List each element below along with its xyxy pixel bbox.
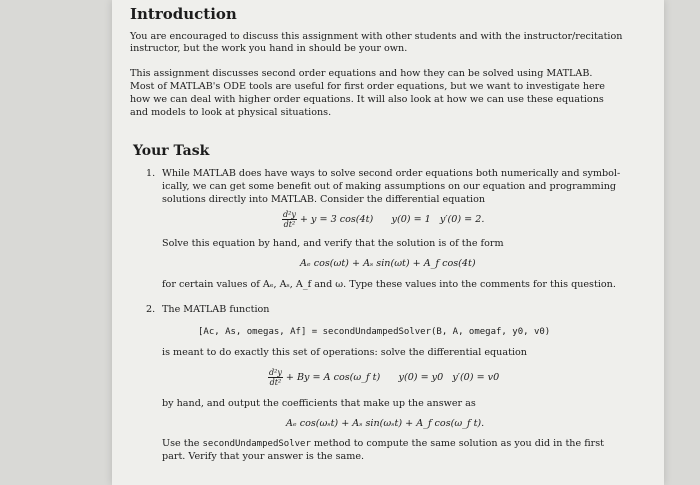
item-2-line-2: is meant to do exactly this set of operations: solve the differential equation [162,347,527,358]
item-2-line-4-code: secondUndampedSolver [202,439,311,449]
equation-1 [282,210,484,229]
item-2-line-5: part. Verify that your answer is the same. [162,451,365,462]
equation-3-denominator: dt² [269,378,282,387]
item-1-line-3: solutions directly into MATLAB. Consider the differential equation [162,194,486,205]
equation-3 [268,368,499,387]
equation-4: Aₑ cos(ωₛt) + Aₛ sin(ωₛt) + A_f cos(ω_f t). [286,418,485,429]
item-1-line-5: for certain values of Aₑ, Aₛ, A_f and ω. Type these values into the comments for this question. [162,279,616,290]
intro-paragraph-2-line-2: Most of MATLAB's ODE tools are useful for first order equations, but we want to investigate here [130,81,605,92]
item-1-line-2: ically, we can get some benefit out of making assumptions on our equation and programming [162,181,617,192]
equation-1-numerator: d²y [283,210,296,219]
equation-2: Aₑ cos(ωt) + Aₛ sin(ωt) + A_f cos(4t) [300,258,476,269]
heading-your-task: Your Task [133,143,210,159]
heading-introduction: Introduction [130,5,237,23]
item-1-line-4: Solve this equation by hand, and verify that the solution is of the form [162,238,504,249]
item-2-line-4-suffix: method to compute the same solution as you did in the first [310,438,604,449]
equation-3-rest: + By = A cos(ω_f t) y(0) = y0 y′(0) = v0 [285,372,500,383]
equation-1-denominator: dt² [283,220,296,229]
intro-paragraph-2-line-4: and models to look at physical situations. [130,107,332,118]
equation-3-fraction [268,368,283,387]
item-1-line-1: While MATLAB does have ways to solve second order equations both numerically and symbol- [162,168,621,179]
item-2-line-4-prefix: Use the [162,438,203,449]
intro-paragraph-1-line-2: instructor, but the work you hand in should be your own. [130,43,408,54]
equation-1-fraction [282,210,297,229]
equation-3-numerator: d²y [269,368,282,377]
item-1-number: 1. [146,168,156,179]
equation-1-rest: + y = 3 cos(4t) y(0) = 1 y′(0) = 2. [299,214,485,225]
intro-paragraph-2-line-1: This assignment discusses second order equations and how they can be solved using MATLAB. [130,68,593,79]
intro-paragraph-2-line-3: how we can deal with higher order equations. It will also look at how we can use these equations [130,94,604,105]
item-2-number: 2. [146,304,156,315]
intro-paragraph-1-line-1: You are encouraged to discuss this assignment with other students and with the instructor/recitation [130,31,623,42]
item-2-line-1: The MATLAB function [162,304,270,315]
item-2-line-3: by hand, and output the coefficients that make up the answer as [162,398,476,409]
item-2-line-4 [162,438,604,451]
matlab-function-signature: [Ac, As, omegas, Af] = secondUndampedSolver(B, A, omegaf, y0, v0) [198,327,551,337]
